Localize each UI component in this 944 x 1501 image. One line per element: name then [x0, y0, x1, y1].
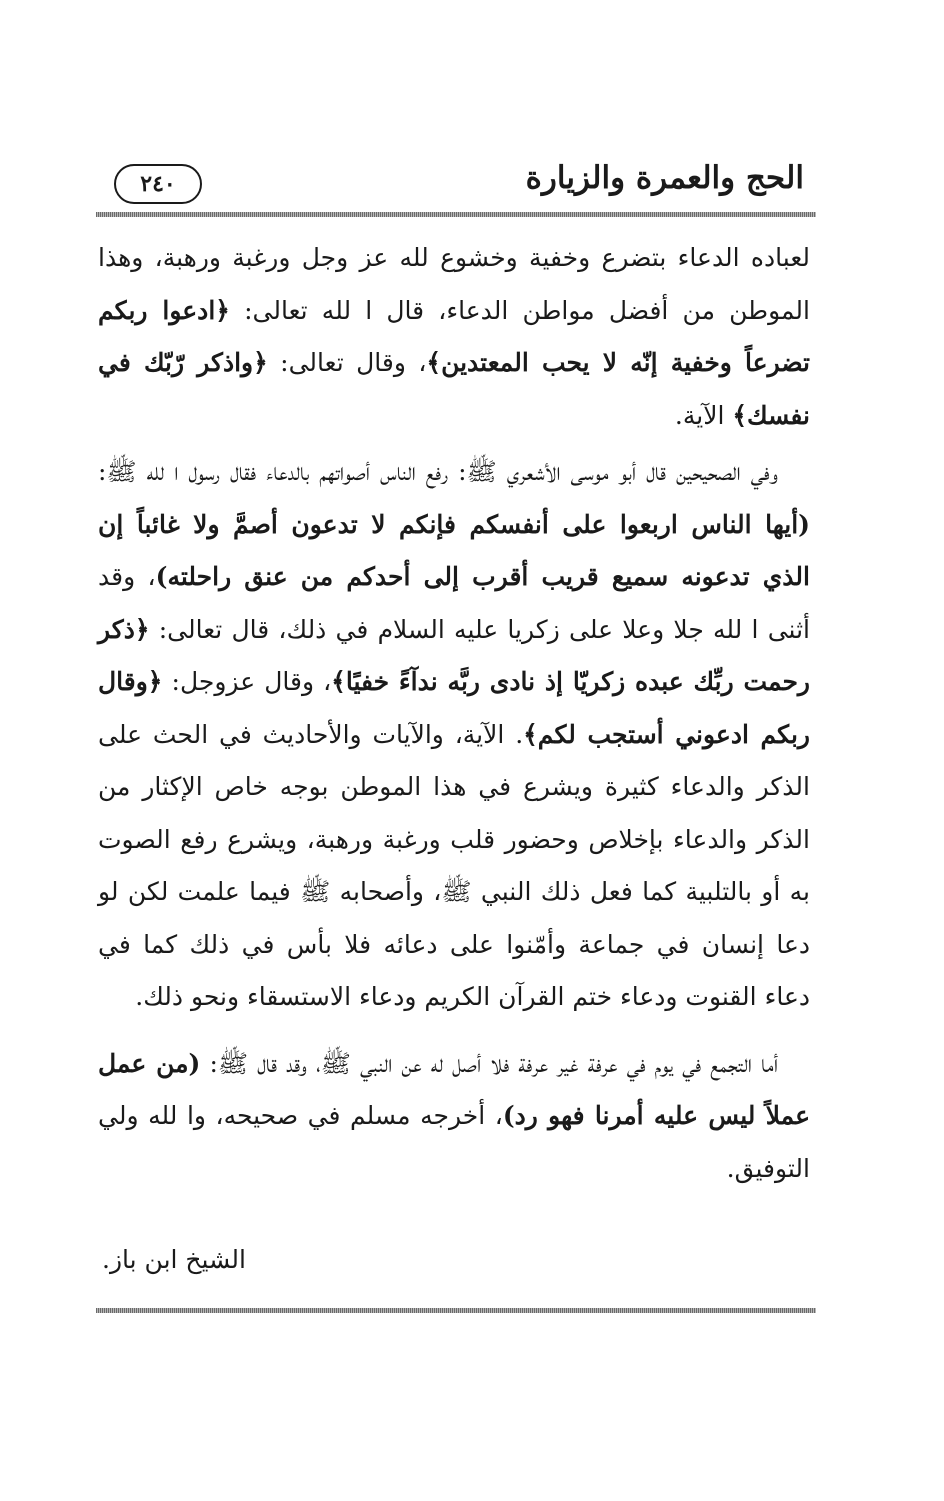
page-number: ٢٤٠	[140, 171, 176, 197]
text-segment: لعباده الدعاء بتضرع وخفية وخشوع لله عز وجل ورغبة ورهبة، وهذا الموطن من أفضل مواطن الدعاء، قال ا لله تعالى:	[98, 243, 810, 325]
running-title: الحج والعمرة والزيارة	[525, 160, 804, 196]
header-divider	[96, 212, 816, 217]
text-segment: أما التجمع في يوم في عرفة غير عرفة فلا أصل له عن النبي ﷺ، وقد قال ﷺ:	[200, 1048, 778, 1078]
text-segment: . الآية، والآيات والأحاديث في الحث على الذكر والدعاء كثيرة ويشرع في هذا الموطن بوجه خاص الإكثار من الذكر والدعاء بإخلاص وحضور قلب ورغبة ورهبة، ويشرع رفع الصوت به أو بالتلبية كما فعل ذلك النبي ﷺ، وأصحابه ﷺ فيما علمت لكن لو دعا إنسان في جماعة وأمّنوا على دعائه فلا بأس في ذلك كما في دعاء القنوت ودعاء ختم القرآن الكريم ودعاء الاستسقاء ونحو ذلك.	[98, 719, 810, 1011]
text-segment: وفي الصحيحين قال أبو موسى الأشعري ﷺ: رفع الناس أصواتهم بالدعاء فقال رسول ا لله ﷺ:	[98, 457, 778, 486]
text-segment: ، وقال تعالى:	[267, 348, 427, 377]
quoted-text: ﴿ذكر رحمت ربِّك عبده زكريّا إذ نادى ربَّه ندآءً خفيًا﴾	[98, 614, 811, 696]
quoted-text: (من عمل عملاً ليس عليه أمرنا فهو رد)	[98, 1048, 810, 1130]
body-text	[98, 232, 810, 1209]
paragraph	[98, 232, 810, 442]
text-segment: ، وقد أثنى ا لله جلا وعلا على زكريا عليه السلام في ذلك، قال تعالى:	[98, 562, 810, 644]
text-segment: ، وقال عزوجل:	[162, 667, 332, 696]
quoted-text: (أيها الناس اربعوا على أنفسكم فإنكم لا تدعون أصمَّ ولا غائباً إن الذي تدعونه سميع قريب أقرب إلى أحدكم من عنق راحلته)	[98, 509, 810, 591]
quoted-text: ﴿وقال ربكم ادعوني أستجب لكم﴾	[98, 667, 811, 749]
text-segment: الآية.	[674, 400, 733, 430]
signature	[98, 1240, 810, 1280]
footer-divider	[96, 1308, 816, 1313]
page-number-badge	[114, 164, 202, 204]
quoted-text: ﴿واذكر رّبّك في نفسك﴾	[98, 348, 810, 430]
quoted-text: ﴿ادعوا ربكم تضرعاً وخفية إنّه لا يحب المعتدين﴾	[98, 295, 810, 377]
text-segment: ، أخرجه مسلم في صحيحه، وا لله ولي التوفيق.	[98, 1101, 810, 1183]
paragraph	[98, 1038, 810, 1196]
signature-text: الشيخ ابن باز.	[102, 1245, 246, 1274]
page-header	[96, 160, 816, 210]
paragraph	[98, 446, 810, 1024]
